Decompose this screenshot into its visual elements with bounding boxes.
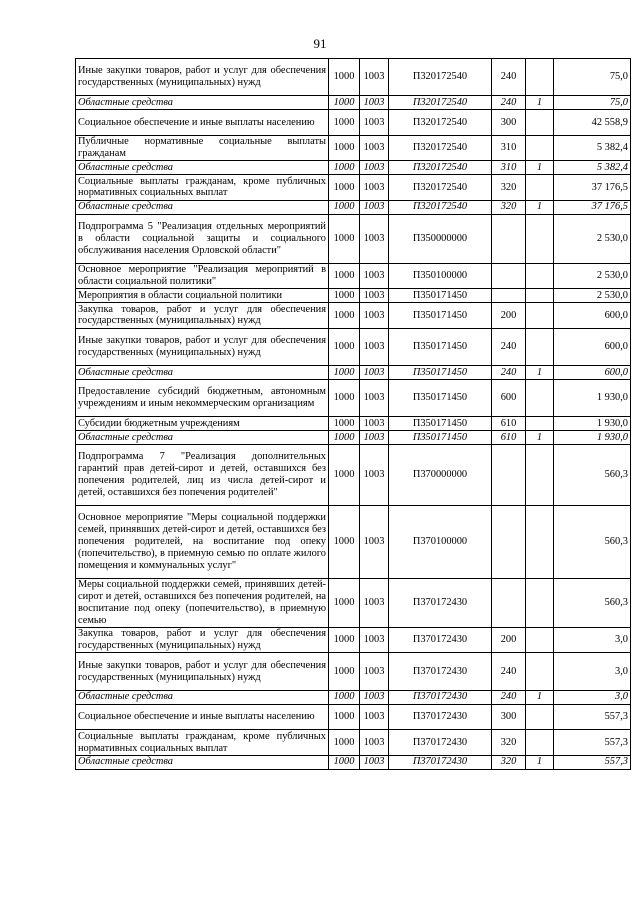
section-code: 1000 [329,431,360,445]
subsection-code: 1003 [360,730,389,756]
subsection-code: 1003 [360,214,389,263]
amount: 1 930,0 [554,431,631,445]
section-code: 1000 [329,96,360,110]
target-article-code: П370172430 [389,704,492,730]
funding-source-code [526,303,554,329]
funding-source-code: 1 [526,366,554,380]
row-name: Подпрограмма 7 "Реализация дополнительных гарантий прав детей-сирот и детей, оставшихся без попечения родителей, лиц из числа детей-сирот и детей, оставшихся без попечения родителей" [76,444,329,505]
section-code: 1000 [329,690,360,704]
expense-type-code: 610 [492,431,526,445]
table-row [76,505,631,578]
amount: 557,3 [554,704,631,730]
subsection-code: 1003 [360,431,389,445]
amount: 2 530,0 [554,263,631,289]
row-name: Иные закупки товаров, работ и услуг для обеспечения государственных (муниципальных) нужд [76,59,329,96]
target-article-code: П320172540 [389,59,492,96]
section-code: 1000 [329,366,360,380]
section-code: 1000 [329,505,360,578]
table-row [76,289,631,303]
target-article-code: П350171450 [389,417,492,431]
section-code: 1000 [329,263,360,289]
expense-type-code: 200 [492,303,526,329]
row-name: Подпрограмма 5 "Реализация отдельных мероприятий в области социальной защиты и социального обслуживания населения Орловской области" [76,214,329,263]
target-article-code: П350100000 [389,263,492,289]
table-row [76,417,631,431]
table-row [76,175,631,201]
amount: 75,0 [554,96,631,110]
amount: 37 176,5 [554,175,631,201]
section-code: 1000 [329,175,360,201]
expense-type-code: 300 [492,704,526,730]
expense-type-code [492,263,526,289]
funding-source-code [526,214,554,263]
subsection-code: 1003 [360,379,389,416]
expense-type-code: 320 [492,200,526,214]
section-code: 1000 [329,289,360,303]
subsection-code: 1003 [360,653,389,690]
row-name: Областные средства [76,161,329,175]
target-article-code: П350000000 [389,214,492,263]
amount: 560,3 [554,505,631,578]
subsection-code: 1003 [360,366,389,380]
target-article-code: П320172540 [389,175,492,201]
section-code: 1000 [329,379,360,416]
row-name: Основное мероприятие "Реализация мероприятий в области социальной политики" [76,263,329,289]
subsection-code: 1003 [360,704,389,730]
amount: 557,3 [554,730,631,756]
funding-source-code: 1 [526,200,554,214]
table-row [76,135,631,161]
subsection-code: 1003 [360,59,389,96]
expense-type-code: 240 [492,690,526,704]
section-code: 1000 [329,214,360,263]
funding-source-code [526,578,554,627]
table-row [76,730,631,756]
expense-type-code [492,444,526,505]
subsection-code: 1003 [360,303,389,329]
subsection-code: 1003 [360,175,389,201]
section-code: 1000 [329,755,360,769]
expense-type-code: 240 [492,96,526,110]
amount: 2 530,0 [554,289,631,303]
funding-source-code [526,444,554,505]
expense-type-code: 320 [492,175,526,201]
section-code: 1000 [329,417,360,431]
expense-type-code: 240 [492,59,526,96]
amount: 1 930,0 [554,379,631,416]
subsection-code: 1003 [360,578,389,627]
section-code: 1000 [329,328,360,365]
section-code: 1000 [329,110,360,136]
target-article-code: П370172430 [389,578,492,627]
amount: 2 530,0 [554,214,631,263]
amount: 3,0 [554,690,631,704]
table-row [76,96,631,110]
target-article-code: П370172430 [389,755,492,769]
section-code: 1000 [329,704,360,730]
funding-source-code: 1 [526,755,554,769]
expense-type-code: 320 [492,755,526,769]
table-row [76,366,631,380]
expense-type-code: 320 [492,730,526,756]
expense-type-code [492,505,526,578]
amount: 600,0 [554,366,631,380]
subsection-code: 1003 [360,110,389,136]
row-name: Мероприятия в области социальной политики [76,289,329,303]
amount: 560,3 [554,578,631,627]
expense-type-code: 310 [492,135,526,161]
table-row [76,303,631,329]
row-name: Областные средства [76,690,329,704]
table-row [76,653,631,690]
funding-source-code [526,505,554,578]
target-article-code: П320172540 [389,135,492,161]
target-article-code: П350171450 [389,328,492,365]
section-code: 1000 [329,578,360,627]
amount: 5 382,4 [554,161,631,175]
funding-source-code [526,59,554,96]
table-row [76,627,631,653]
target-article-code: П350171450 [389,379,492,416]
target-article-code: П320172540 [389,96,492,110]
expense-type-code: 200 [492,627,526,653]
subsection-code: 1003 [360,161,389,175]
budget-table [75,58,631,770]
section-code: 1000 [329,627,360,653]
expense-type-code [492,578,526,627]
amount: 3,0 [554,653,631,690]
table-row [76,444,631,505]
funding-source-code [526,175,554,201]
budget-table-body [76,59,631,770]
funding-source-code: 1 [526,431,554,445]
funding-source-code [526,627,554,653]
amount: 37 176,5 [554,200,631,214]
target-article-code: П370172430 [389,690,492,704]
row-name: Социальное обеспечение и иные выплаты населению [76,704,329,730]
table-row [76,755,631,769]
funding-source-code [526,135,554,161]
amount: 42 558,9 [554,110,631,136]
funding-source-code [526,704,554,730]
target-article-code: П350171450 [389,366,492,380]
expense-type-code: 240 [492,366,526,380]
table-row [76,200,631,214]
amount: 600,0 [554,328,631,365]
amount: 5 382,4 [554,135,631,161]
expense-type-code: 600 [492,379,526,416]
row-name: Предоставление субсидий бюджетным, автономным учреждениям и иным некоммерческим организациям [76,379,329,416]
target-article-code: П320172540 [389,110,492,136]
target-article-code: П320172540 [389,161,492,175]
page-number: 91 [313,36,327,51]
row-name: Закупка товаров, работ и услуг для обеспечения государственных (муниципальных) нужд [76,627,329,653]
amount: 557,3 [554,755,631,769]
amount: 75,0 [554,59,631,96]
target-article-code: П370100000 [389,505,492,578]
row-name: Областные средства [76,96,329,110]
subsection-code: 1003 [360,417,389,431]
row-name: Иные закупки товаров, работ и услуг для обеспечения государственных (муниципальных) нужд [76,653,329,690]
table-row [76,690,631,704]
expense-type-code: 610 [492,417,526,431]
row-name: Основное мероприятие "Меры социальной поддержки семей, принявших детей-сирот и детей, оставшихся без попечения родителей, на воспитание под опеку (попечительство), в приемную семью по оплате жилого помещения и коммунальных услуг" [76,505,329,578]
target-article-code: П320172540 [389,200,492,214]
target-article-code: П370172430 [389,730,492,756]
subsection-code: 1003 [360,263,389,289]
section-code: 1000 [329,303,360,329]
funding-source-code [526,730,554,756]
section-code: 1000 [329,653,360,690]
expense-type-code: 240 [492,653,526,690]
expense-type-code [492,289,526,303]
row-name: Областные средства [76,366,329,380]
row-name: Иные закупки товаров, работ и услуг для обеспечения государственных (муниципальных) нужд [76,328,329,365]
section-code: 1000 [329,444,360,505]
expense-type-code: 300 [492,110,526,136]
subsection-code: 1003 [360,690,389,704]
funding-source-code [526,110,554,136]
table-row [76,263,631,289]
table-row [76,379,631,416]
table-row [76,578,631,627]
funding-source-code [526,379,554,416]
funding-source-code [526,417,554,431]
funding-source-code [526,653,554,690]
expense-type-code [492,214,526,263]
row-name: Социальные выплаты гражданам, кроме публичных нормативных социальных выплат [76,175,329,201]
target-article-code: П370172430 [389,627,492,653]
funding-source-code [526,328,554,365]
subsection-code: 1003 [360,328,389,365]
amount: 560,3 [554,444,631,505]
subsection-code: 1003 [360,289,389,303]
section-code: 1000 [329,200,360,214]
row-name: Областные средства [76,755,329,769]
row-name: Субсидии бюджетным учреждениям [76,417,329,431]
amount: 1 930,0 [554,417,631,431]
table-row [76,110,631,136]
table-row [76,59,631,96]
table-row [76,214,631,263]
row-name: Областные средства [76,200,329,214]
funding-source-code [526,289,554,303]
target-article-code: П370000000 [389,444,492,505]
table-row [76,328,631,365]
funding-source-code: 1 [526,161,554,175]
target-article-code: П350171450 [389,289,492,303]
target-article-code: П350171450 [389,303,492,329]
table-row [76,431,631,445]
section-code: 1000 [329,135,360,161]
subsection-code: 1003 [360,627,389,653]
row-name: Социальное обеспечение и иные выплаты населению [76,110,329,136]
subsection-code: 1003 [360,200,389,214]
target-article-code: П370172430 [389,653,492,690]
row-name: Меры социальной поддержки семей, принявших детей-сирот и детей, оставшихся без попечения родителей, на воспитание под опеку (попечительство), в приемную семью [76,578,329,627]
amount: 3,0 [554,627,631,653]
table-row [76,704,631,730]
target-article-code: П350171450 [389,431,492,445]
subsection-code: 1003 [360,96,389,110]
subsection-code: 1003 [360,444,389,505]
funding-source-code: 1 [526,96,554,110]
row-name: Социальные выплаты гражданам, кроме публичных нормативных социальных выплат [76,730,329,756]
funding-source-code: 1 [526,690,554,704]
subsection-code: 1003 [360,135,389,161]
row-name: Областные средства [76,431,329,445]
section-code: 1000 [329,730,360,756]
subsection-code: 1003 [360,505,389,578]
expense-type-code: 310 [492,161,526,175]
row-name: Закупка товаров, работ и услуг для обеспечения государственных (муниципальных) нужд [76,303,329,329]
table-row [76,161,631,175]
amount: 600,0 [554,303,631,329]
subsection-code: 1003 [360,755,389,769]
section-code: 1000 [329,59,360,96]
row-name: Публичные нормативные социальные выплаты гражданам [76,135,329,161]
expense-type-code: 240 [492,328,526,365]
funding-source-code [526,263,554,289]
section-code: 1000 [329,161,360,175]
